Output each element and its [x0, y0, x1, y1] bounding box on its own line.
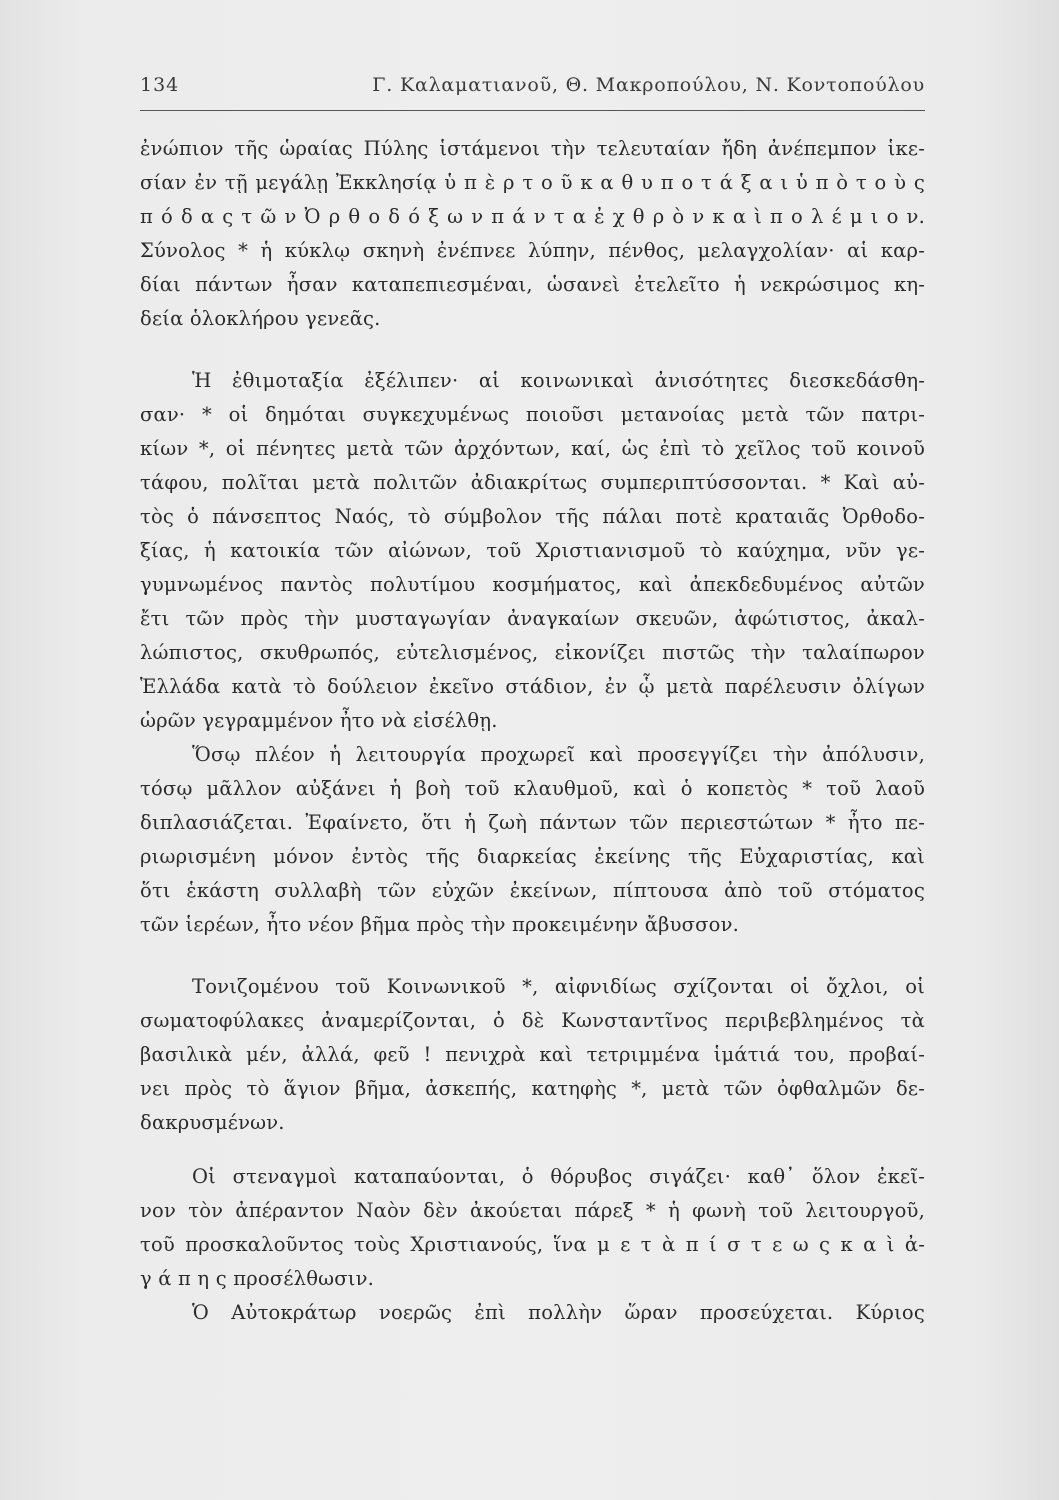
page-header — [140, 72, 925, 108]
text-line: Ὁ Αὐτοκράτωρ νοερῶς ἐπὶ πολλὴν ὥραν προσεύχεται. Κύριος — [192, 1301, 925, 1324]
text-line: ἐνώπιον τῆς ὡραίας Πύλης ἱστάμενοι τὴν τελευταίαν ἤδη ἀνέπεμπον ἱκε- — [140, 137, 925, 160]
text-line: ὡρῶν γεγραμμένον ἦτο νὰ εἰσέλθῃ. — [140, 709, 498, 732]
running-head: Γ. Καλαματιανοῦ, Θ. Μακροπούλου, Ν. Κοντοπούλου — [372, 74, 925, 96]
paragraph-gap — [140, 942, 925, 970]
text-line: τάφου, πολῖται μετὰ πολιτῶν ἀδιακρίτως συμπεριπτύσσονται. * Καὶ αὐ- — [140, 471, 925, 494]
text-line: διπλασιάζεται. Ἐφαίνετο, ὅτι ἡ ζωὴ πάντων τῶν περιεστώτων * ἦτο πε- — [140, 811, 925, 834]
paragraph-gap — [140, 1140, 925, 1160]
paragraph-6 — [140, 1296, 925, 1330]
text-line: νει πρὸς τὸ ἅγιον βῆμα, ἀσκεπής, κατηφὴς *, μετὰ τῶν ὀφθαλμῶν δε- — [140, 1077, 925, 1100]
text-line: κίων *, οἱ πένητες μετὰ τῶν ἀρχόντων, καί, ὡς ἐπὶ τὸ χεῖλος τοῦ κοινοῦ — [140, 437, 925, 460]
text-line: τοῦ προσκαλοῦντος τοὺς Χριστιανούς, ἵνα μ ε τ ὰ π ί σ τ ε ω ς κ α ὶ ἀ- — [140, 1233, 925, 1256]
text-line: σίαν ἐν τῇ μεγάλῃ Ἐκκλησίᾳ ὑ π ὲ ρ τ ο ῦ κ α θ υ π ο τ ά ξ α ι ὑ π ὸ τ ο ὺ ς — [140, 171, 925, 194]
text-line: δίαι πάντων ἦσαν καταπεπιεσμέναι, ὡσανεὶ ἐτελεῖτο ἡ νεκρώσιμος κη- — [140, 273, 925, 296]
paragraph-3 — [140, 738, 925, 942]
text-line: σωματοφύλακες ἀναμερίζονται, ὁ δὲ Κωνσταντῖνος περιβεβλημένος τὰ — [140, 1009, 925, 1032]
text-line: γ ά π η ς προσέλθωσιν. — [140, 1267, 375, 1290]
paragraph-5 — [140, 1160, 925, 1296]
text-line: Ὅσῳ πλέον ἡ λειτουργία προχωρεῖ καὶ προσεγγίζει τὴν ἀπόλυσιν, — [192, 743, 925, 766]
text-line: ὅτι ἑκάστη συλλαβὴ τῶν εὐχῶν ἐκείνων, πίπτουσα ἀπὸ τοῦ στόματος — [140, 879, 925, 902]
text-line: δακρυσμένων. — [140, 1111, 285, 1134]
text-line: νον τὸν ἀπέραντον Ναὸν δὲν ἀκούεται πάρεξ * ἡ φωνὴ τοῦ λειτουργοῦ, — [140, 1199, 925, 1222]
text-line: Τονιζομένου τοῦ Κοινωνικοῦ *, αἰφνιδίως σχίζονται οἱ ὄχλοι, οἱ — [192, 975, 925, 998]
paragraph-1 — [140, 132, 925, 336]
page-number: 134 — [140, 74, 180, 96]
text-line: Ἑλλάδα κατὰ τὸ δούλειον ἐκεῖνο στάδιον, ἐν ᾧ μετὰ παρέλευσιν ὀλίγων — [140, 675, 925, 698]
text-line: Ἡ ἐθιμοταξία ἐξέλιπεν· αἱ κοινωνικαὶ ἀνισότητες διεσκεδάσθη- — [192, 369, 925, 392]
text-line: Σύνολος * ἡ κύκλῳ σκηνὴ ἐνέπνεε λύπην, πένθος, μελαγχολίαν· αἱ καρ- — [140, 239, 925, 262]
text-line: βασιλικὰ μέν, ἀλλά, φεῦ ! πενιχρὰ καὶ τετριμμένα ἱμάτιά του, προβαί- — [140, 1043, 925, 1066]
header-rule — [140, 110, 925, 111]
text-line: τὸς ὁ πάνσεπτος Ναός, τὸ σύμβολον τῆς πάλαι ποτὲ κραταιᾶς Ὀρθοδο- — [140, 505, 925, 528]
text-line: τῶν ἱερέων, ἦτο νέον βῆμα πρὸς τὴν προκειμένην ἄβυσσον. — [140, 913, 740, 936]
paragraph-4 — [140, 970, 925, 1140]
paragraph-gap — [140, 336, 925, 364]
text-line: τόσῳ μᾶλλον αὐξάνει ἡ βοὴ τοῦ κλαυθμοῦ, καὶ ὁ κοπετὸς * τοῦ λαοῦ — [140, 777, 925, 800]
text-line: ριωρισμένη μόνον ἐντὸς τῆς διαρκείας ἐκείνης τῆς Εὐχαριστίας, καὶ — [140, 845, 925, 868]
text-line: ξίας, ἡ κατοικία τῶν αἰώνων, τοῦ Χριστιανισμοῦ τὸ καύχημα, νῦν γε- — [140, 539, 925, 562]
text-line: π ό δ α ς τ ῶ ν Ὀ ρ θ ο δ ό ξ ω ν π ά ν τ α ἐ χ θ ρ ὸ ν κ α ὶ π ο λ έ μ ι ο ν. — [140, 205, 925, 228]
text-line: γυμνωμένος παντὸς πολυτίμου κοσμήματος, καὶ ἀπεκδεδυμένος αὐτῶν — [140, 573, 925, 596]
paragraph-2 — [140, 364, 925, 738]
text-line: δεία ὁλοκλήρου γενεᾶς. — [140, 307, 381, 330]
text-line: σαν· * οἱ δημόται συγκεχυμένως ποιοῦσι μετανοίας μετὰ τῶν πατρι- — [140, 403, 925, 426]
body-text — [140, 132, 925, 1330]
text-line: λώπιστος, σκυθρωπός, εὐτελισμένος, εἰκονίζει πιστῶς τὴν ταλαίπωρον — [140, 641, 925, 664]
text-line: Οἱ στεναγμοὶ καταπαύονται, ὁ θόρυβος σιγάζει· καθ᾽ ὅλον ἐκεῖ- — [192, 1165, 925, 1188]
text-line: ἔτι τῶν πρὸς τὴν μυσταγωγίαν ἀναγκαίων σκευῶν, ἀφώτιστος, ἀκαλ- — [140, 607, 925, 630]
